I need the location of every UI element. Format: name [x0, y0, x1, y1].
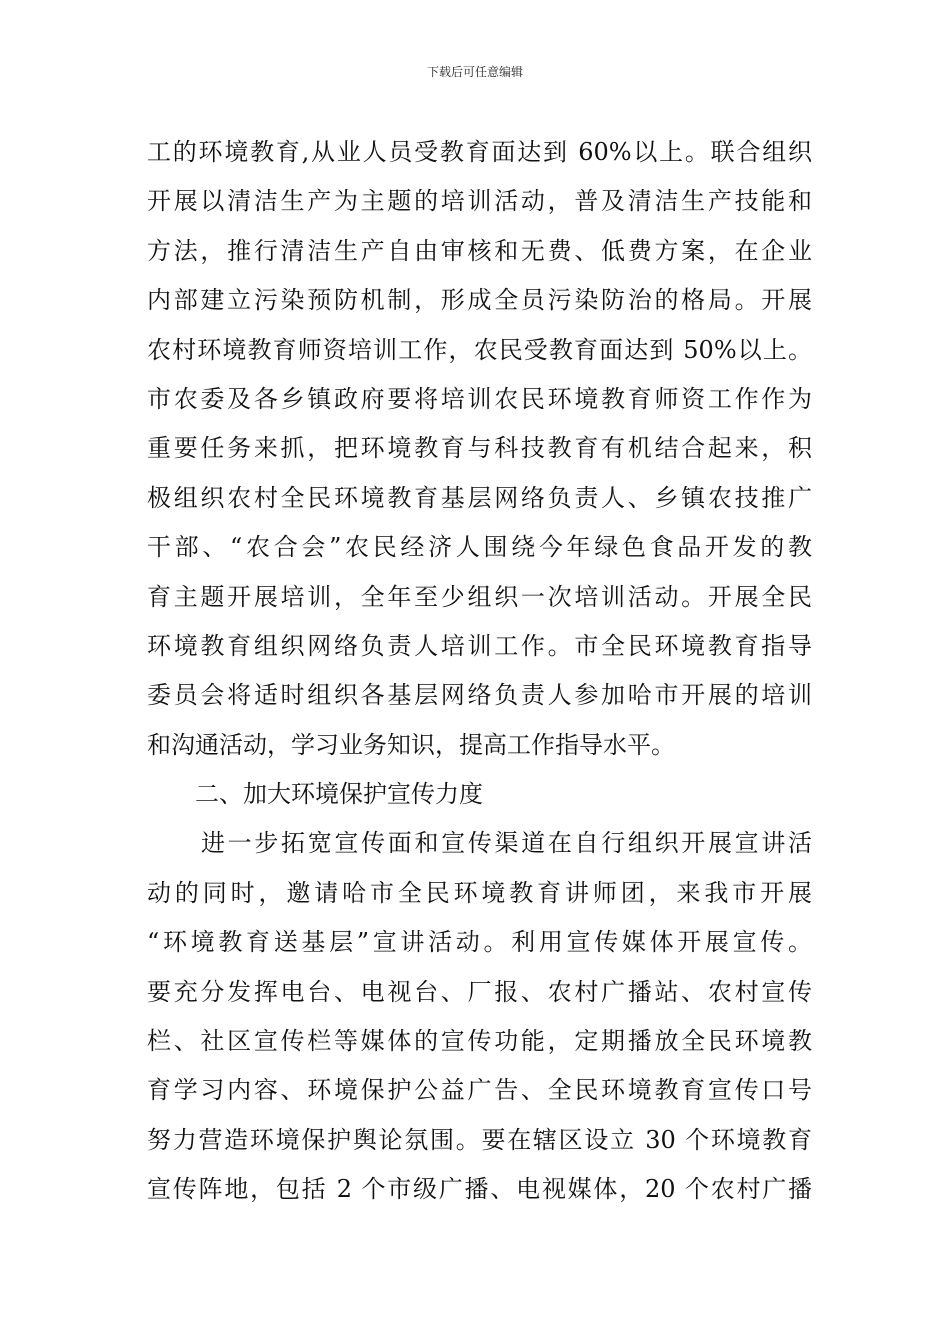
paragraph-line: 重要任务来抓，把环境教育与科技教育有机结合起来，积: [147, 434, 812, 463]
paragraph-line: 栏、社区宣传栏等媒体的宣传功能，定期播放全民环境教: [147, 1027, 812, 1056]
section-heading: 二、加大环境保护宣传力度: [195, 780, 483, 809]
paragraph-line: 育学习内容、环境保护公益广告、全民环境教育宣传口号: [147, 1076, 812, 1105]
paragraph-line: 开展以清洁生产为主题的培训活动，普及清洁生产技能和: [147, 187, 812, 216]
paragraph-line: “环境教育送基层”宣讲活动。利用宣传媒体开展宣传。: [147, 928, 812, 957]
paragraph-line: 育主题开展培训，全年至少组织一次培训活动。开展全民: [147, 582, 812, 611]
paragraph-line: 要充分发挥电台、电视台、厂报、农村广播站、农村宣传: [147, 977, 812, 1006]
paragraph-line: 动的同时，邀请哈市全民环境教育讲师团，来我市开展: [147, 878, 812, 907]
paragraph-line: 农村环境教育师资培训工作，农民受教育面达到 50%以上。: [147, 335, 812, 364]
paragraph-line: 进一步拓宽宣传面和宣传渠道在自行组织开展宣讲活: [201, 829, 812, 858]
paragraph-line: 和沟通活动，学习业务知识，提高工作指导水平。: [147, 730, 675, 759]
paragraph-line: 宣传阵地，包括 2 个市级广播、电视媒体，20 个农村广播: [147, 1175, 812, 1204]
paragraph-line: 工的环境教育,从业人员受教育面达到 60%以上。联合组织: [147, 138, 812, 166]
paragraph-line: 极组织农村全民环境教育基层网络负责人、乡镇农技推广: [147, 483, 812, 512]
paragraph-line: 内部建立污染预防机制，形成全员污染防治的格局。开展: [147, 286, 812, 315]
paragraph-line: 努力营造环境保护舆论氛围。要在辖区设立 30 个环境教育: [147, 1125, 812, 1154]
paragraph-line: 环境教育组织网络负责人培训工作。市全民环境教育指导: [147, 631, 812, 660]
paragraph-line: 干部、“农合会”农民经济人围绕今年绿色食品开发的教: [147, 533, 812, 562]
paragraph-line: 市农委及各乡镇政府要将培训农民环境教育师资工作作为: [147, 384, 812, 413]
paragraph-line: 方法，推行清洁生产自由审核和无费、低费方案，在企业: [147, 236, 812, 265]
page-header-note: 下载后可任意编辑: [426, 65, 523, 79]
document-body: [147, 132, 812, 1219]
paragraph-line: 委员会将适时组织各基层网络负责人参加哈市开展的培训: [147, 681, 812, 710]
